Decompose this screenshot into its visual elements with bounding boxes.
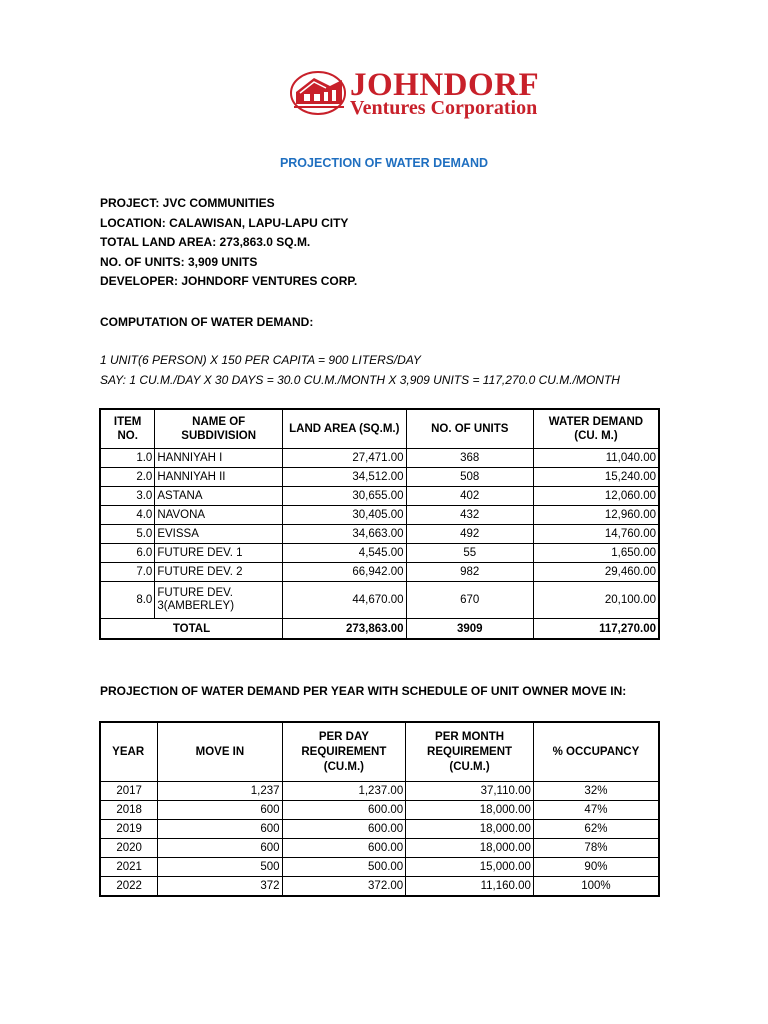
move-in-cell: 600 (158, 820, 282, 839)
year-cell: 2019 (100, 820, 158, 839)
document-title: PROJECTION OF WATER DEMAND (279, 156, 489, 170)
water-demand-cell: 1,650.00 (533, 544, 659, 563)
occupancy-cell: 100% (533, 877, 659, 897)
water-demand-cell: 12,060.00 (533, 487, 659, 506)
table-row (100, 820, 659, 839)
per-month-cell: 37,110.00 (406, 782, 534, 801)
table-row (100, 563, 659, 582)
per-day-cell: 372.00 (282, 877, 406, 897)
total-label: TOTAL (100, 619, 283, 640)
project-line: PROJECT: JVC COMMUNITIES (100, 196, 275, 210)
subdivision-cell: EVISSA (155, 525, 283, 544)
table-row (100, 877, 659, 897)
move-in-cell: 1,237 (158, 782, 282, 801)
formula-line-2: SAY: 1 CU.M./DAY X 30 DAYS = 30.0 CU.M./MONTH X 3,909 UNITS = 117,270.0 CU.M./MONTH (100, 373, 620, 387)
land-area-cell: 44,670.00 (283, 582, 407, 619)
total-water-demand: 117,270.00 (533, 619, 659, 640)
per-month-cell: 18,000.00 (406, 820, 534, 839)
year-cell: 2017 (100, 782, 158, 801)
house-logo-icon (290, 66, 348, 116)
item-no-cell: 1.0 (100, 449, 155, 468)
per-day-cell: 600.00 (282, 820, 406, 839)
occupancy-cell: 90% (533, 858, 659, 877)
table-row (100, 506, 659, 525)
land-area-cell: 30,405.00 (283, 506, 407, 525)
table-row (100, 544, 659, 563)
table-row (100, 839, 659, 858)
header-per-month: PER MONTH REQUIREMENT (CU.M.) (406, 722, 534, 782)
move-in-cell: 500 (158, 858, 282, 877)
occupancy-cell: 62% (533, 820, 659, 839)
subdivision-cell: HANNIYAH I (155, 449, 283, 468)
developer-line: DEVELOPER: JOHNDORF VENTURES CORP. (100, 274, 358, 289)
table-row (100, 525, 659, 544)
units-cell: 982 (406, 563, 533, 582)
item-no-cell: 4.0 (100, 506, 155, 525)
header-item-no: ITEM NO. (100, 409, 155, 449)
header-move-in: MOVE IN (158, 722, 282, 782)
table-row (100, 487, 659, 506)
per-day-cell: 600.00 (282, 839, 406, 858)
table-row (100, 782, 659, 801)
units-line: NO. OF UNITS: 3,909 UNITS (100, 254, 258, 269)
total-units: 3909 (406, 619, 533, 640)
year-cell: 2020 (100, 839, 158, 858)
total-row (100, 619, 659, 640)
units-cell: 492 (406, 525, 533, 544)
subdivision-cell: FUTURE DEV. 1 (155, 544, 283, 563)
move-in-cell: 372 (158, 877, 282, 897)
land-area-cell: 34,512.00 (283, 468, 407, 487)
water-demand-cell: 12,960.00 (533, 506, 659, 525)
table-row (100, 801, 659, 820)
units-cell: 432 (406, 506, 533, 525)
header-water-demand: WATER DEMAND (CU. M.) (533, 409, 659, 449)
computation-heading: COMPUTATION OF WATER DEMAND: (100, 315, 314, 329)
item-no-cell: 8.0 (100, 582, 155, 619)
water-demand-cell: 11,040.00 (533, 449, 659, 468)
units-cell: 402 (406, 487, 533, 506)
move-in-cell: 600 (158, 801, 282, 820)
units-cell: 55 (406, 544, 533, 563)
table-header-row (100, 722, 659, 782)
subdivision-cell: HANNIYAH II (155, 468, 283, 487)
occupancy-cell: 78% (533, 839, 659, 858)
water-demand-cell: 29,460.00 (533, 563, 659, 582)
year-cell: 2018 (100, 801, 158, 820)
item-no-cell: 3.0 (100, 487, 155, 506)
header-year: YEAR (100, 722, 158, 782)
per-day-cell: 1,237.00 (282, 782, 406, 801)
yearly-projection-table (99, 721, 660, 897)
subdivision-cell: NAVONA (155, 506, 283, 525)
subdivision-water-demand-table (99, 408, 660, 640)
land-area-line: TOTAL LAND AREA: 273,863.0 SQ.M. (100, 235, 311, 250)
land-area-cell: 66,942.00 (283, 563, 407, 582)
table-row (100, 468, 659, 487)
header-land-area: LAND AREA (SQ.M.) (283, 409, 407, 449)
formula-line-1: 1 UNIT(6 PERSON) X 150 PER CAPITA = 900 LITERS/DAY (100, 353, 421, 367)
units-cell: 508 (406, 468, 533, 487)
item-no-cell: 5.0 (100, 525, 155, 544)
header-per-day: PER DAY REQUIREMENT (CU.M.) (282, 722, 406, 782)
water-demand-cell: 14,760.00 (533, 525, 659, 544)
item-no-cell: 2.0 (100, 468, 155, 487)
year-cell: 2021 (100, 858, 158, 877)
header-units: NO. OF UNITS (406, 409, 533, 449)
water-demand-cell: 20,100.00 (533, 582, 659, 619)
header-occupancy: % OCCUPANCY (533, 722, 659, 782)
land-area-cell: 30,655.00 (283, 487, 407, 506)
year-cell: 2022 (100, 877, 158, 897)
logo-company-name: JOHNDORF (350, 67, 540, 103)
subdivision-cell: ASTANA (155, 487, 283, 506)
table-row (100, 449, 659, 468)
per-day-cell: 500.00 (282, 858, 406, 877)
header-subdivision: NAME OF SUBDIVISION (155, 409, 283, 449)
per-month-cell: 15,000.00 (406, 858, 534, 877)
water-demand-cell: 15,240.00 (533, 468, 659, 487)
logo-company-subtitle: Ventures Corporation (350, 97, 538, 119)
table-row (100, 582, 659, 619)
move-in-cell: 600 (158, 839, 282, 858)
table-row (100, 858, 659, 877)
occupancy-cell: 47% (533, 801, 659, 820)
subdivision-cell: FUTURE DEV. 3(AMBERLEY) (155, 582, 283, 619)
units-cell: 368 (406, 449, 533, 468)
per-day-cell: 600.00 (282, 801, 406, 820)
computation-formula (100, 350, 620, 390)
location-line: LOCATION: CALAWISAN, LAPU-LAPU CITY (100, 215, 349, 230)
subdivision-cell: FUTURE DEV. 2 (155, 563, 283, 582)
units-cell: 670 (406, 582, 533, 619)
item-no-cell: 7.0 (100, 563, 155, 582)
occupancy-cell: 32% (533, 782, 659, 801)
total-land-area: 273,863.00 (283, 619, 407, 640)
land-area-cell: 27,471.00 (283, 449, 407, 468)
land-area-cell: 34,663.00 (283, 525, 407, 544)
item-no-cell: 6.0 (100, 544, 155, 563)
land-area-cell: 4,545.00 (283, 544, 407, 563)
per-month-cell: 18,000.00 (406, 839, 534, 858)
per-month-cell: 11,160.00 (406, 877, 534, 897)
project-info (100, 194, 357, 292)
table-header-row (100, 409, 659, 449)
projection-heading: PROJECTION OF WATER DEMAND PER YEAR WITH SCHEDULE OF UNIT OWNER MOVE IN: (100, 684, 627, 698)
company-logo (290, 66, 570, 118)
per-month-cell: 18,000.00 (406, 801, 534, 820)
